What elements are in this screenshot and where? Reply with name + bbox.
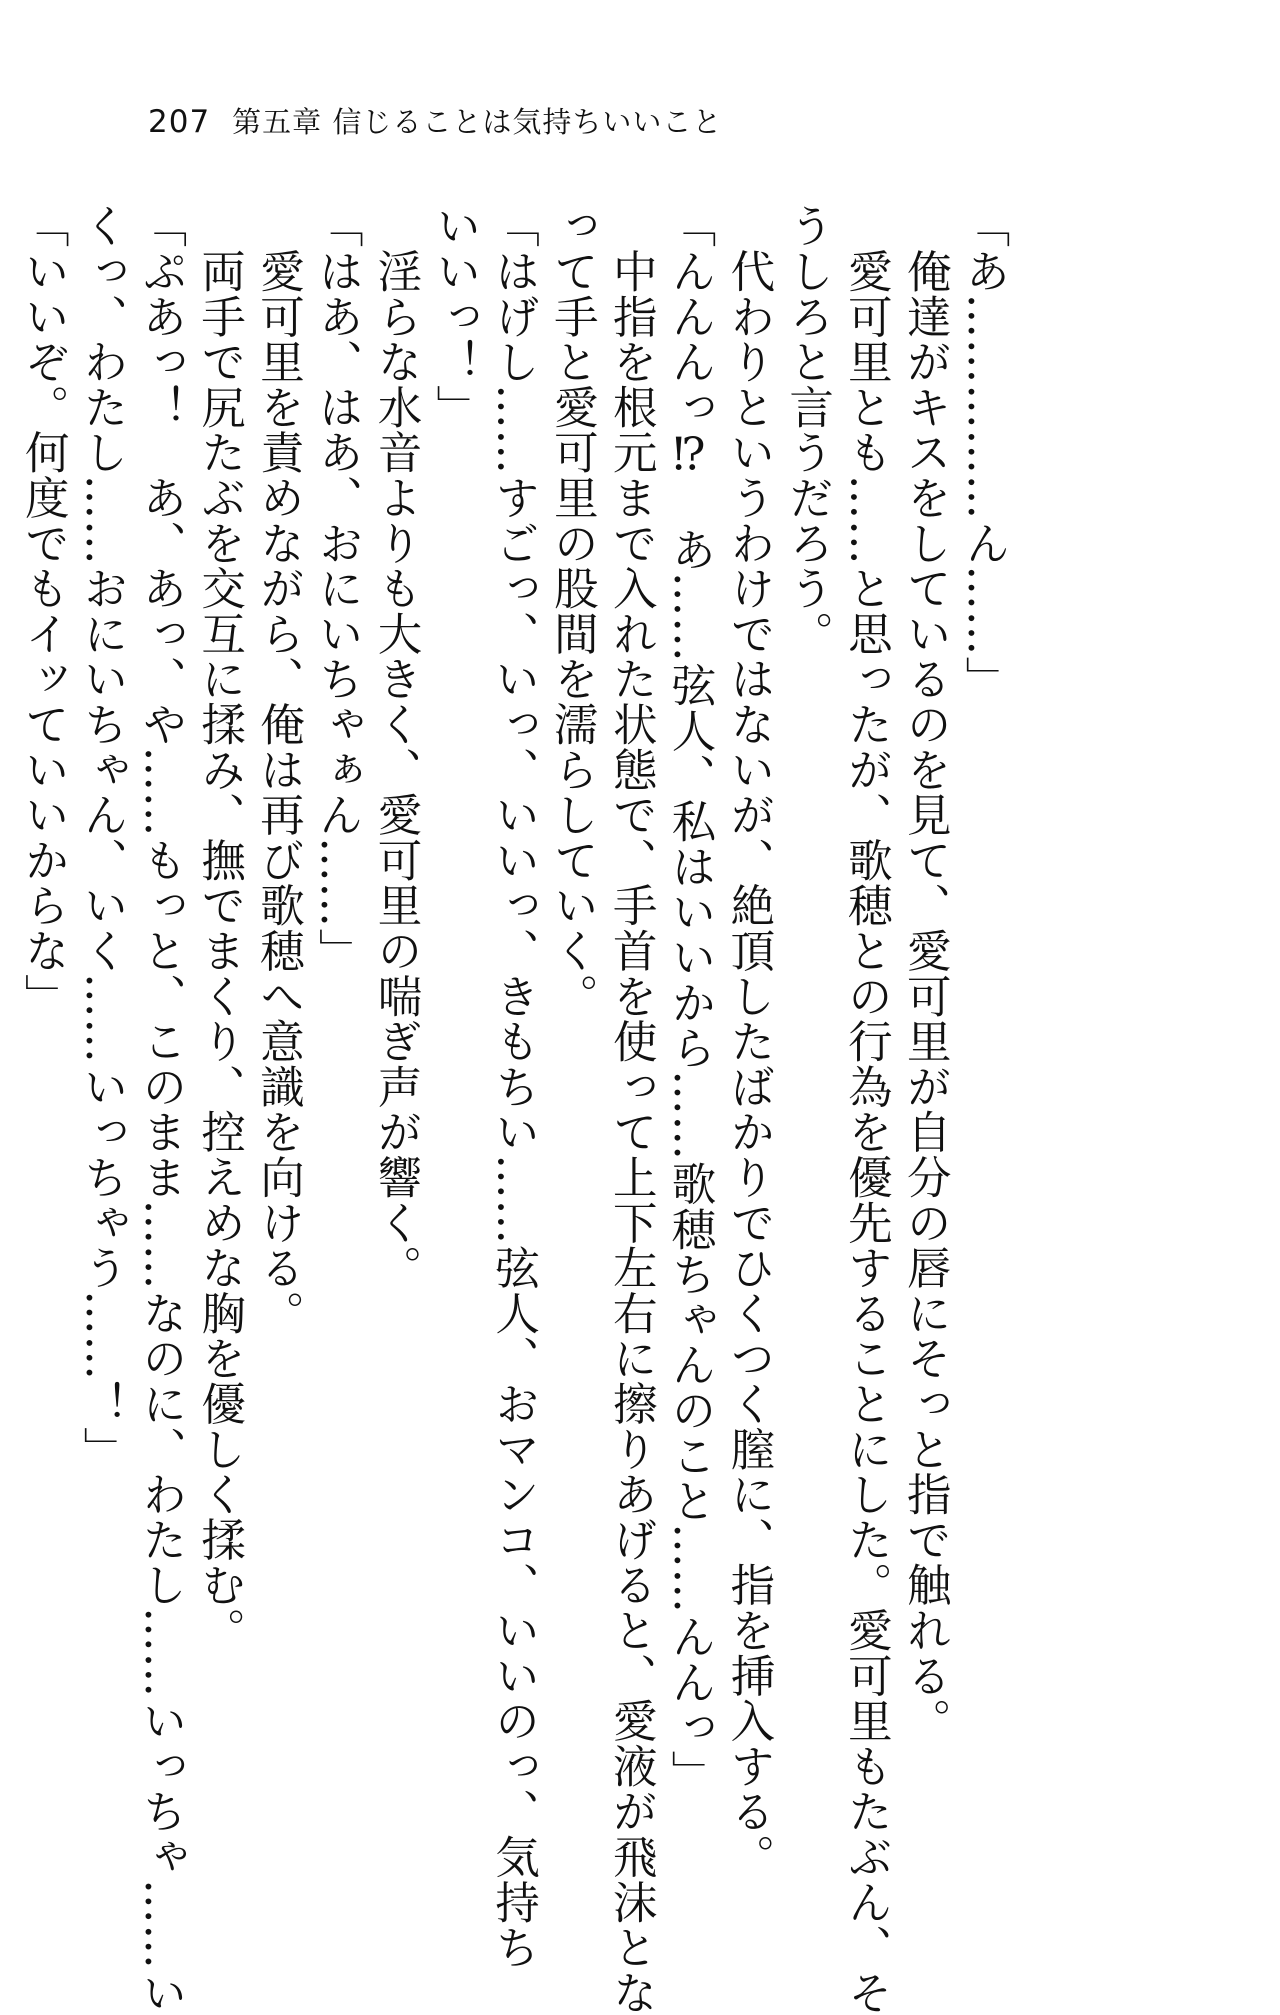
text-line: 「ぷあっ！ あ、あっ、や……もっと、このまま……なのに、わたし……いっちゃ……い <box>134 203 186 2015</box>
text-line: 「んんんっ⁉ あ……弦人、私はいいから……歌穂ちゃんのこと……んんっ」 <box>664 203 716 1795</box>
text-line: 俺達がキスをしているのを見て、愛可里が自分の唇にそっと指で触れる。 <box>899 203 951 1744</box>
text-line: 愛可里を責めながら、俺は再び歌穂へ意識を向ける。 <box>252 203 304 1336</box>
vertical-body-text <box>12 203 1012 2015</box>
text-line: いいっ！」 <box>428 203 480 430</box>
text-line: 両手で尻たぶを交互に揉み、撫でまくり、控えめな胸を優しく揉む。 <box>193 203 245 1653</box>
page-number: 207 <box>148 104 211 140</box>
text-line: 「あ……………ん……」 <box>958 203 1009 702</box>
text-line: って手と愛可里の股間を濡らしていく。 <box>546 203 598 1019</box>
text-line: 「いいぞ。何度でもイッていいからな」 <box>17 203 69 1019</box>
chapter-title: 第五章 信じることは気持ちいいこと <box>232 105 723 139</box>
text-line: 「はげし……すごっ、いっ、いいっ、きもちい……弦人、おマンコ、いいのっ、気持ち <box>487 203 539 1970</box>
text-line: 中指を根元まで入れた状態で、手首を使って上下左右に擦りあげると、愛液が飛沫とな <box>605 203 657 2015</box>
text-line: 代わりというわけではないが、絶頂したばかりでひくつく膣に、指を挿入する。 <box>722 203 774 1880</box>
text-line: 愛可里とも……と思ったが、歌穂との行為を優先することにした。愛可里もたぶん、そ <box>840 203 892 2015</box>
text-line: 淫らな水音よりも大きく、愛可里の喘ぎ声が響く。 <box>370 203 422 1291</box>
text-line: くっ、わたし……おにいちゃん、いく……いっちゃう……！」 <box>76 203 128 1472</box>
running-header <box>148 100 722 144</box>
text-line: 「はあ、はあ、おにいちゃぁん……」 <box>311 203 363 974</box>
text-line: うしろと言うだろう。 <box>781 203 833 656</box>
